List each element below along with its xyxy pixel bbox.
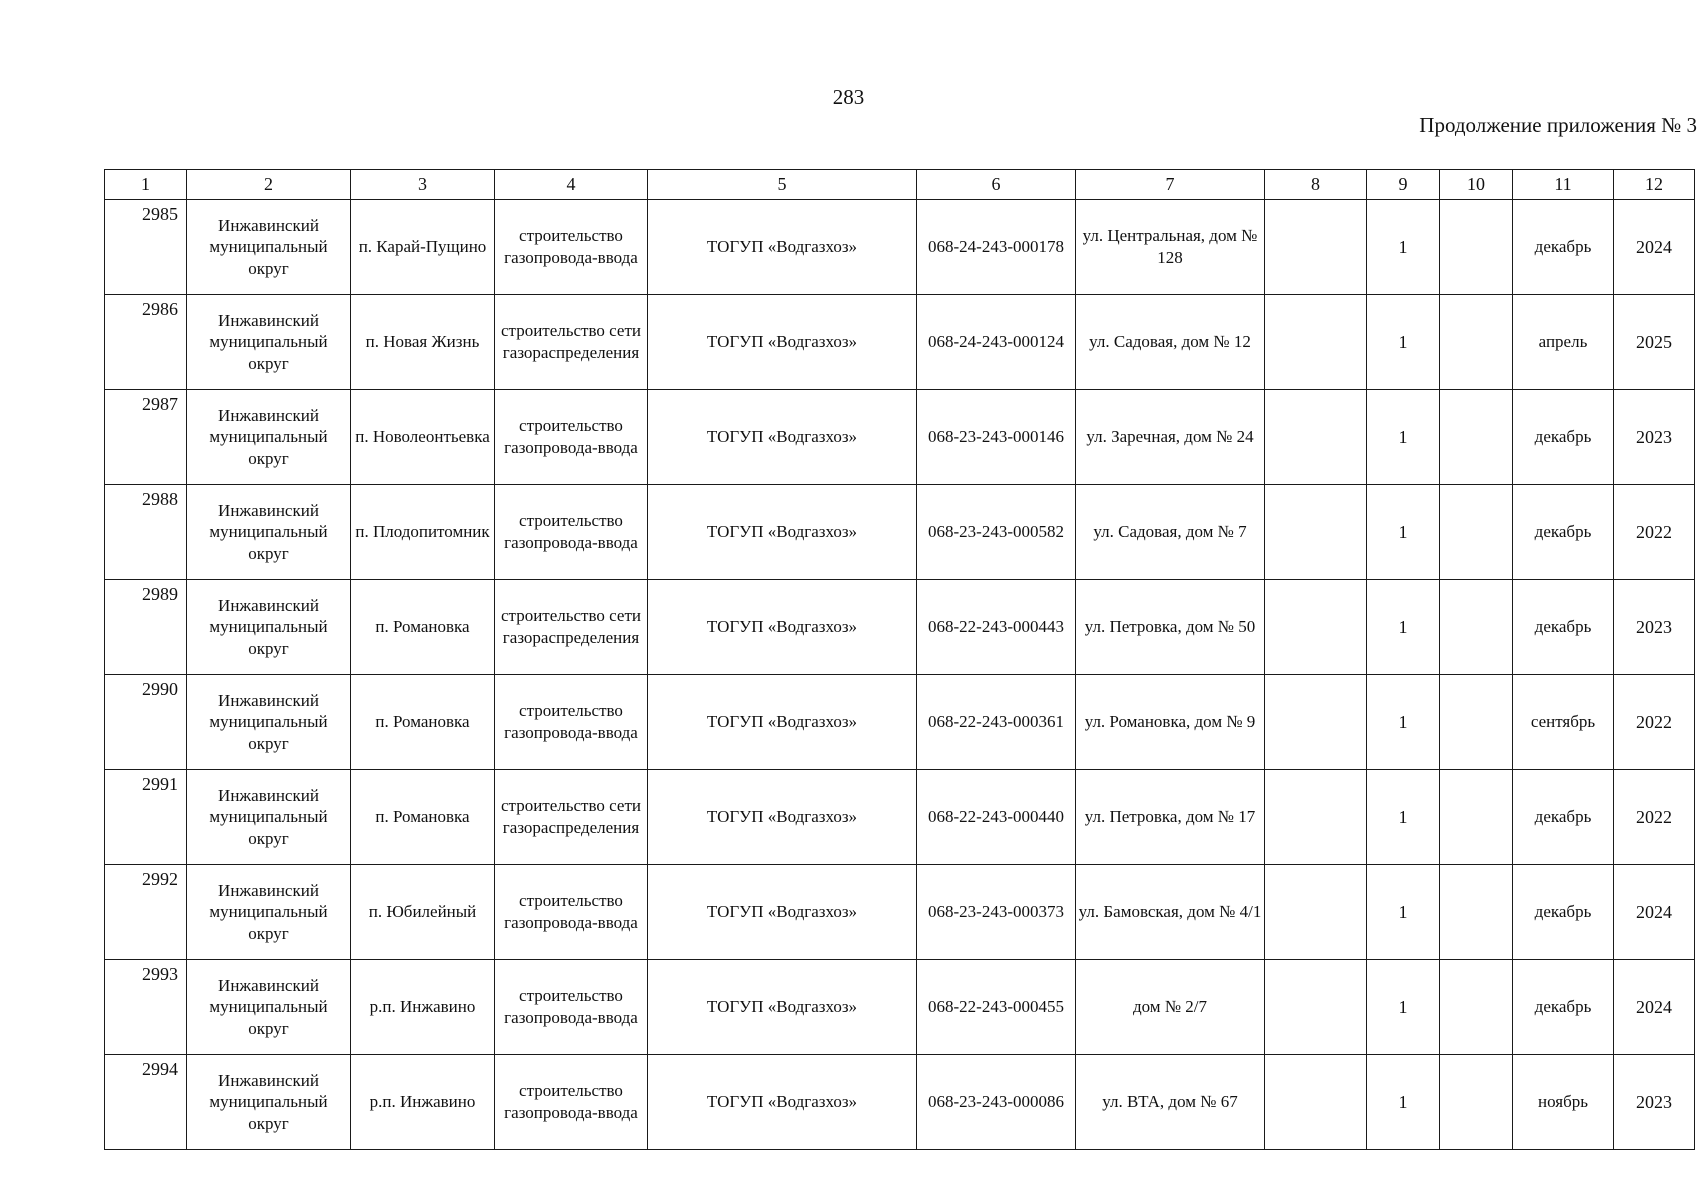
table-row — [105, 390, 1695, 485]
quantity-cell: 1 — [1367, 485, 1440, 580]
year-cell: 2023 — [1614, 390, 1695, 485]
object-code-cell: 068-22-243-000455 — [917, 960, 1076, 1055]
address-cell: ул. Петровка, дом № 50 — [1076, 580, 1265, 675]
year-cell: 2022 — [1614, 675, 1695, 770]
row-number-cell: 2986 — [105, 295, 187, 390]
row-number-cell: 2987 — [105, 390, 187, 485]
address-cell: ул. Садовая, дом № 12 — [1076, 295, 1265, 390]
work-type-cell: строительство газопровода-ввода — [495, 485, 648, 580]
column-header-9: 9 — [1367, 170, 1440, 200]
work-type-cell: строительство сети газораспределения — [495, 770, 648, 865]
quantity-cell: 1 — [1367, 295, 1440, 390]
organization-cell: ТОГУП «Водгазхоз» — [648, 675, 917, 770]
column-8-cell — [1265, 485, 1367, 580]
column-10-cell — [1440, 770, 1513, 865]
work-type-cell: строительство газопровода-ввода — [495, 865, 648, 960]
district-cell: Инжавинский муниципальный округ — [187, 865, 351, 960]
locality-cell: р.п. Инжавино — [351, 1055, 495, 1150]
address-cell: ул. Заречная, дом № 24 — [1076, 390, 1265, 485]
object-code-cell: 068-22-243-000443 — [917, 580, 1076, 675]
table-row — [105, 485, 1695, 580]
object-code-cell: 068-23-243-000086 — [917, 1055, 1076, 1150]
district-cell: Инжавинский муниципальный округ — [187, 1055, 351, 1150]
row-number-cell: 2988 — [105, 485, 187, 580]
column-header-12: 12 — [1614, 170, 1695, 200]
organization-cell: ТОГУП «Водгазхоз» — [648, 960, 917, 1055]
year-cell: 2024 — [1614, 960, 1695, 1055]
month-cell: декабрь — [1513, 865, 1614, 960]
object-code-cell: 068-23-243-000582 — [917, 485, 1076, 580]
gasification-table — [104, 169, 1695, 1150]
quantity-cell: 1 — [1367, 675, 1440, 770]
column-10-cell — [1440, 200, 1513, 295]
year-cell: 2022 — [1614, 770, 1695, 865]
table-row — [105, 770, 1695, 865]
column-header-6: 6 — [917, 170, 1076, 200]
quantity-cell: 1 — [1367, 580, 1440, 675]
quantity-cell: 1 — [1367, 1055, 1440, 1150]
column-10-cell — [1440, 960, 1513, 1055]
locality-cell: п. Романовка — [351, 675, 495, 770]
work-type-cell: строительство сети газораспределения — [495, 295, 648, 390]
column-10-cell — [1440, 295, 1513, 390]
object-code-cell: 068-22-243-000440 — [917, 770, 1076, 865]
locality-cell: п. Новолеонтьевка — [351, 390, 495, 485]
organization-cell: ТОГУП «Водгазхоз» — [648, 770, 917, 865]
month-cell: декабрь — [1513, 580, 1614, 675]
year-cell: 2022 — [1614, 485, 1695, 580]
district-cell: Инжавинский муниципальный округ — [187, 295, 351, 390]
work-type-cell: строительство газопровода-ввода — [495, 675, 648, 770]
object-code-cell: 068-23-243-000146 — [917, 390, 1076, 485]
column-10-cell — [1440, 390, 1513, 485]
table-row — [105, 1055, 1695, 1150]
address-cell: дом № 2/7 — [1076, 960, 1265, 1055]
address-cell: ул. Садовая, дом № 7 — [1076, 485, 1265, 580]
column-8-cell — [1265, 390, 1367, 485]
column-8-cell — [1265, 675, 1367, 770]
address-cell: ул. ВТА, дом № 67 — [1076, 1055, 1265, 1150]
district-cell: Инжавинский муниципальный округ — [187, 580, 351, 675]
column-8-cell — [1265, 1055, 1367, 1150]
quantity-cell: 1 — [1367, 865, 1440, 960]
district-cell: Инжавинский муниципальный округ — [187, 390, 351, 485]
year-cell: 2024 — [1614, 200, 1695, 295]
table-body — [105, 200, 1695, 1150]
locality-cell: п. Юбилейный — [351, 865, 495, 960]
organization-cell: ТОГУП «Водгазхоз» — [648, 295, 917, 390]
object-code-cell: 068-24-243-000124 — [917, 295, 1076, 390]
row-number-cell: 2991 — [105, 770, 187, 865]
month-cell: декабрь — [1513, 390, 1614, 485]
district-cell: Инжавинский муниципальный округ — [187, 675, 351, 770]
locality-cell: п. Романовка — [351, 580, 495, 675]
quantity-cell: 1 — [1367, 770, 1440, 865]
page-number: 283 — [832, 85, 865, 109]
organization-cell: ТОГУП «Водгазхоз» — [648, 390, 917, 485]
column-header-4: 4 — [495, 170, 648, 200]
month-cell: декабрь — [1513, 960, 1614, 1055]
address-cell: ул. Центральная, дом № 128 — [1076, 200, 1265, 295]
quantity-cell: 1 — [1367, 960, 1440, 1055]
column-header-1: 1 — [105, 170, 187, 200]
work-type-cell: строительство газопровода-ввода — [495, 1055, 648, 1150]
month-cell: декабрь — [1513, 200, 1614, 295]
district-cell: Инжавинский муниципальный округ — [187, 200, 351, 295]
locality-cell: р.п. Инжавино — [351, 960, 495, 1055]
column-10-cell — [1440, 675, 1513, 770]
appendix-continuation-title: Продолжение приложения № 3 — [1419, 113, 1697, 137]
column-header-3: 3 — [351, 170, 495, 200]
column-header-11: 11 — [1513, 170, 1614, 200]
row-number-cell: 2993 — [105, 960, 187, 1055]
address-cell: ул. Бамовская, дом № 4/1 — [1076, 865, 1265, 960]
month-cell: сентябрь — [1513, 675, 1614, 770]
table-row — [105, 200, 1695, 295]
column-10-cell — [1440, 485, 1513, 580]
column-header-10: 10 — [1440, 170, 1513, 200]
month-cell: декабрь — [1513, 770, 1614, 865]
address-cell: ул. Романовка, дом № 9 — [1076, 675, 1265, 770]
work-type-cell: строительство газопровода-ввода — [495, 390, 648, 485]
table-row — [105, 675, 1695, 770]
table-row — [105, 295, 1695, 390]
column-10-cell — [1440, 865, 1513, 960]
column-header-7: 7 — [1076, 170, 1265, 200]
organization-cell: ТОГУП «Водгазхоз» — [648, 485, 917, 580]
quantity-cell: 1 — [1367, 200, 1440, 295]
work-type-cell: строительство сети газораспределения — [495, 580, 648, 675]
row-number-cell: 2989 — [105, 580, 187, 675]
work-type-cell: строительство газопровода-ввода — [495, 960, 648, 1055]
year-cell: 2025 — [1614, 295, 1695, 390]
column-number-row — [105, 170, 1695, 200]
year-cell: 2023 — [1614, 580, 1695, 675]
table-row — [105, 960, 1695, 1055]
quantity-cell: 1 — [1367, 390, 1440, 485]
column-header-5: 5 — [648, 170, 917, 200]
column-8-cell — [1265, 200, 1367, 295]
column-10-cell — [1440, 580, 1513, 675]
object-code-cell: 068-22-243-000361 — [917, 675, 1076, 770]
row-number-cell: 2985 — [105, 200, 187, 295]
locality-cell: п. Новая Жизнь — [351, 295, 495, 390]
month-cell: декабрь — [1513, 485, 1614, 580]
row-number-cell: 2990 — [105, 675, 187, 770]
work-type-cell: строительство газопровода-ввода — [495, 200, 648, 295]
address-cell: ул. Петровка, дом № 17 — [1076, 770, 1265, 865]
organization-cell: ТОГУП «Водгазхоз» — [648, 200, 917, 295]
column-8-cell — [1265, 960, 1367, 1055]
organization-cell: ТОГУП «Водгазхоз» — [648, 580, 917, 675]
row-number-cell: 2994 — [105, 1055, 187, 1150]
column-header-2: 2 — [187, 170, 351, 200]
column-8-cell — [1265, 865, 1367, 960]
column-8-cell — [1265, 580, 1367, 675]
locality-cell: п. Плодопитомник — [351, 485, 495, 580]
locality-cell: п. Карай-Пущино — [351, 200, 495, 295]
district-cell: Инжавинский муниципальный округ — [187, 770, 351, 865]
column-10-cell — [1440, 1055, 1513, 1150]
column-8-cell — [1265, 295, 1367, 390]
table-row — [105, 865, 1695, 960]
month-cell: ноябрь — [1513, 1055, 1614, 1150]
organization-cell: ТОГУП «Водгазхоз» — [648, 865, 917, 960]
column-header-8: 8 — [1265, 170, 1367, 200]
month-cell: апрель — [1513, 295, 1614, 390]
row-number-cell: 2992 — [105, 865, 187, 960]
column-8-cell — [1265, 770, 1367, 865]
table-row — [105, 580, 1695, 675]
locality-cell: п. Романовка — [351, 770, 495, 865]
year-cell: 2024 — [1614, 865, 1695, 960]
district-cell: Инжавинский муниципальный округ — [187, 960, 351, 1055]
object-code-cell: 068-24-243-000178 — [917, 200, 1076, 295]
district-cell: Инжавинский муниципальный округ — [187, 485, 351, 580]
object-code-cell: 068-23-243-000373 — [917, 865, 1076, 960]
organization-cell: ТОГУП «Водгазхоз» — [648, 1055, 917, 1150]
year-cell: 2023 — [1614, 1055, 1695, 1150]
